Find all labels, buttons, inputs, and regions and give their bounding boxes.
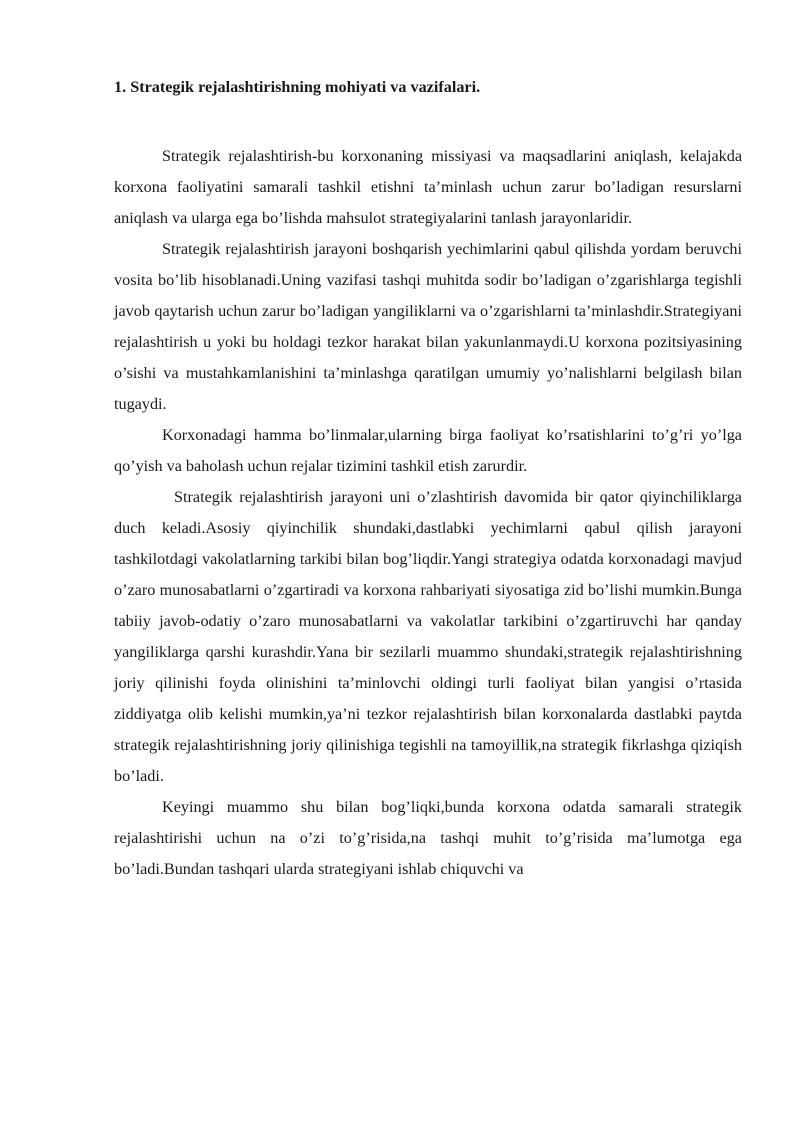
paragraph-definition: Strategik rejalashtirish-bu korxonaning missiyasi va maqsadlarini aniqlash, kelajakda korxona faoliyatini samarali tashkil etishni ta’minlash uchun zarur bo’ladigan resurslarni aniqlash va ularga ega bo’lishda mahsulot strategiyalarini tanlash jarayonlaridir. xyxy=(114,147,742,227)
section-heading: 1. Strategik rejalashtirishning mohiyati va vazifalari. xyxy=(114,78,481,96)
paragraph-difficulties: Strategik rejalashtirish jarayoni uni o’zlashtirish davomida bir qator qiyinchiliklarga duch keladi.Asosiy qiyinchilik shundaki,dastlabki yechimlarni qabul qilish jarayoni tashkilotdagi vakolatlarning tarkibi bilan bog’liqdir.Yangi strategiya odatda korxonadagi mavjud o’zaro munosabatlarni o’zgartiradi va korxona rahbariyati siyosatiga zid bo’lishi mumkin.Bunga tabiiy javob-odatiy o’zaro munosabatlarni va vakolatlar tarkibini o’zgartiruvchi har qanday yangiliklarga qarshi kurashdir.Yana bir sezilarli muammo shundaki,strategik rejalashtirishning joriy qilinishi foyda olinishini ta’minlovchi oldingi turli faoliyat bilan yangisi o’rtasida ziddiyatga olib kelishi mumkin,ya’ni tezkor rejalashtirish bilan korxonalarda dastlabki paytda strategik rejalashtirishning joriy qilinishiga tegishli na tamoyillik,na strategik fikrlashga qiziqish bo’ladi. xyxy=(114,488,742,785)
paragraph-next-problem: Keyingi muammo shu bilan bog’liqki,bunda korxona odatda samarali strategik rejalashtirishi uchun na o’zi to’g’risida,na tashqi muhit to’g’risida ma’lumotga ega bo’ladi.Bundan tashqari ularda strategiyani ishlab chiquvchi va xyxy=(114,798,742,878)
paragraph-process: Strategik rejalashtirish jarayoni boshqarish yechimlarini qabul qilishda yordam beruvchi vosita bo’lib hisoblanadi.Uning vazifasi tashqi muhitda sodir bo’ladigan o’zgarishlarga tegishli javob qaytarish uchun zarur bo’ladigan yangiliklarni va o’zgarishlarni ta’minlashdir.Strategiyani rejalashtirish u yoki bu holdagi tezkor harakat bilan yakunlanmaydi.U korxona pozitsiyasining o’sishi va mustahkamlanishini ta’minlashga qaratilgan umumiy yo’nalishlarni belgilash bilan tugaydi. xyxy=(114,240,742,413)
paragraph-divisions: Korxonadagi hamma bo’linmalar,ularning birga faoliyat ko’rsatishlarini to’g’ri yo’lga qo’yish va baholash uchun rejalar tizimini tashkil etish zarurdir. xyxy=(114,426,742,475)
body-text xyxy=(114,141,742,885)
